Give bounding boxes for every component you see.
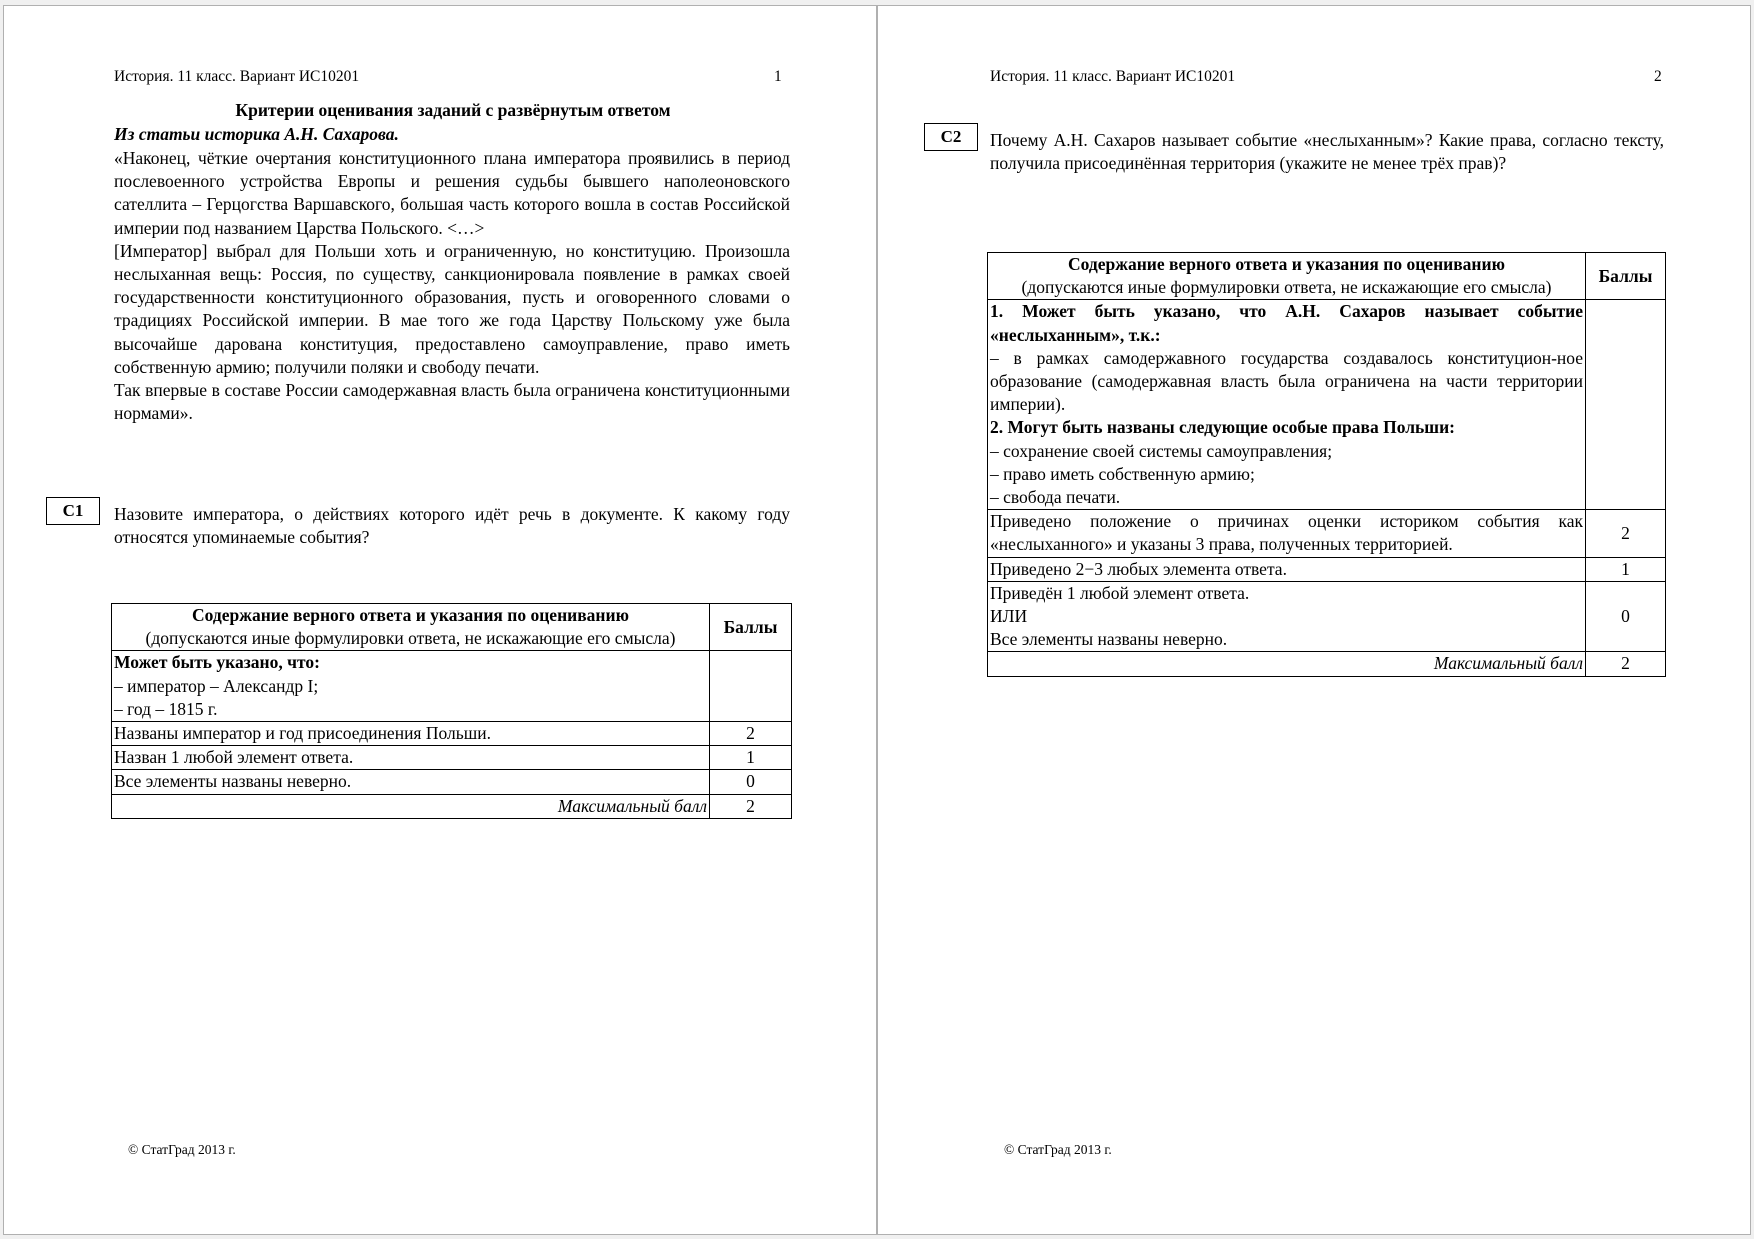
criterion-score: 2 [710, 722, 792, 746]
answer-content [112, 651, 710, 722]
criteria-table-c2 [987, 252, 1666, 677]
page-number: 1 [774, 68, 782, 85]
table-header-content [988, 253, 1586, 300]
question-text-c2: Почему А.Н. Сахаров называет событие «неслыханным»? Какие права, согласно тексту, получила присоединённая территория (укажите не менее трёх прав)? [990, 130, 1664, 174]
table-row [988, 510, 1666, 557]
table-row [112, 722, 792, 746]
max-score-value: 2 [1586, 652, 1666, 676]
page-header: История. 11 класс. Вариант ИС10201 [990, 68, 1236, 85]
empty-score-cell [1586, 300, 1666, 510]
source-text [114, 147, 790, 425]
max-score-value: 2 [710, 794, 792, 818]
criterion-score: 1 [710, 746, 792, 770]
table-header-title: Содержание верного ответа и указания по оцениванию [1068, 254, 1505, 274]
source-paragraph: «Наконец, чёткие очертания конституционного плана императора проявились в период послевоенного устройства Европы и решения судьбы бывшего наполеоновского сателлита – Герцогства Варшавского, большая часть которого вошла в состав Российской империи под названием Царства Польского. <…> [114, 148, 790, 238]
table-row [988, 557, 1666, 581]
question-label-c2: C2 [924, 123, 978, 151]
answer-line: – сохранение своей системы самоуправления; [990, 440, 1333, 461]
criterion-text: Назван 1 любой элемент ответа. [112, 746, 710, 770]
empty-score-cell [710, 651, 792, 722]
table-header-title: Содержание верного ответа и указания по оцениванию [192, 605, 629, 625]
criterion-score: 2 [1586, 510, 1666, 557]
source-paragraph: Так впервые в составе России самодержавная власть была ограничена конституционными нормами». [114, 380, 790, 424]
question-text-c1: Назовите императора, о действиях которого идёт речь в документе. К какому году относятся упоминаемые события? [114, 504, 790, 548]
table-row [988, 581, 1666, 652]
criterion-text [988, 581, 1586, 652]
criterion-line: Все элементы названы неверно. [990, 629, 1228, 650]
max-score-row [988, 652, 1666, 676]
table-header-row [112, 604, 792, 651]
page-footer: © СтатГрад 2013 г. [1004, 1142, 1112, 1157]
criterion-text: Приведено положение о причинах оценки историком события как «неслыханного» и указаны 3 права, полученных территорией. [988, 510, 1586, 557]
criterion-line: Приведён 1 любой элемент ответа. [990, 582, 1250, 603]
table-header-content [112, 604, 710, 651]
criterion-score: 0 [710, 770, 792, 794]
page-title: Критерии оценивания заданий с развёрнутым ответом [235, 100, 671, 120]
page-header: История. 11 класс. Вариант ИС10201 [114, 68, 360, 85]
answer-line: – император – Александр I; [114, 675, 319, 696]
criterion-text: Приведено 2−3 любых элемента ответа. [988, 557, 1586, 581]
criterion-score: 0 [1586, 581, 1666, 652]
table-row [112, 651, 792, 722]
criterion-text: Названы император и год присоединения Польши. [112, 722, 710, 746]
answer-part1-title: 1. Может быть указано, что А.Н. Сахаров называет событие «неслыханным», т.к.: [990, 301, 1583, 345]
answer-part2-title: 2. Могут быть названы следующие особые права Польши: [990, 417, 1455, 438]
page-footer: © СтатГрад 2013 г. [128, 1142, 236, 1157]
page-2 [877, 5, 1751, 1235]
table-row [988, 300, 1666, 510]
page-1 [3, 5, 877, 1235]
table-row [112, 770, 792, 794]
criteria-table-c1 [111, 603, 792, 819]
table-header-score: Баллы [710, 604, 792, 651]
answer-line: – право иметь собственную армию; [990, 463, 1255, 484]
table-header-row [988, 253, 1666, 300]
criterion-line: ИЛИ [990, 606, 1028, 627]
source-subtitle: Из статьи историка А.Н. Сахарова. [114, 124, 399, 144]
answer-intro: Может быть указано, что: [114, 652, 320, 673]
answer-line: – свобода печати. [990, 487, 1121, 508]
table-header-score: Баллы [1586, 253, 1666, 300]
table-row [112, 746, 792, 770]
criterion-score: 1 [1586, 557, 1666, 581]
page-number: 2 [1654, 68, 1662, 85]
max-score-label: Максимальный балл [112, 794, 710, 818]
table-header-note: (допускаются иные формулировки ответа, не искажающие его смысла) [1021, 277, 1552, 298]
max-score-row [112, 794, 792, 818]
criterion-text: Все элементы названы неверно. [112, 770, 710, 794]
answer-line: – год – 1815 г. [114, 698, 218, 719]
question-label-c1: C1 [46, 497, 100, 525]
max-score-label: Максимальный балл [988, 652, 1586, 676]
answer-part1-text: – в рамках самодержавного государства создавалось конституцион-ное образование (самодержавная власть была ограничена на части территории империи). [990, 347, 1583, 415]
table-header-note: (допускаются иные формулировки ответа, не искажающие его смысла) [145, 628, 676, 649]
source-paragraph: [Император] выбрал для Польши хоть и ограниченную, но конституцию. Произошла неслыханная вещь: Россия, по существу, санкционировала появление в рамках своей государственности конституционного образования, пусть и оговоренного словами о традициях Российской империи. В мае того же года Царству Польскому уже была высочайше дарована конституция, предоставлено самоуправление, право иметь собственную армию; получили поляки и свободу печати. [114, 240, 790, 377]
answer-content [988, 300, 1586, 510]
